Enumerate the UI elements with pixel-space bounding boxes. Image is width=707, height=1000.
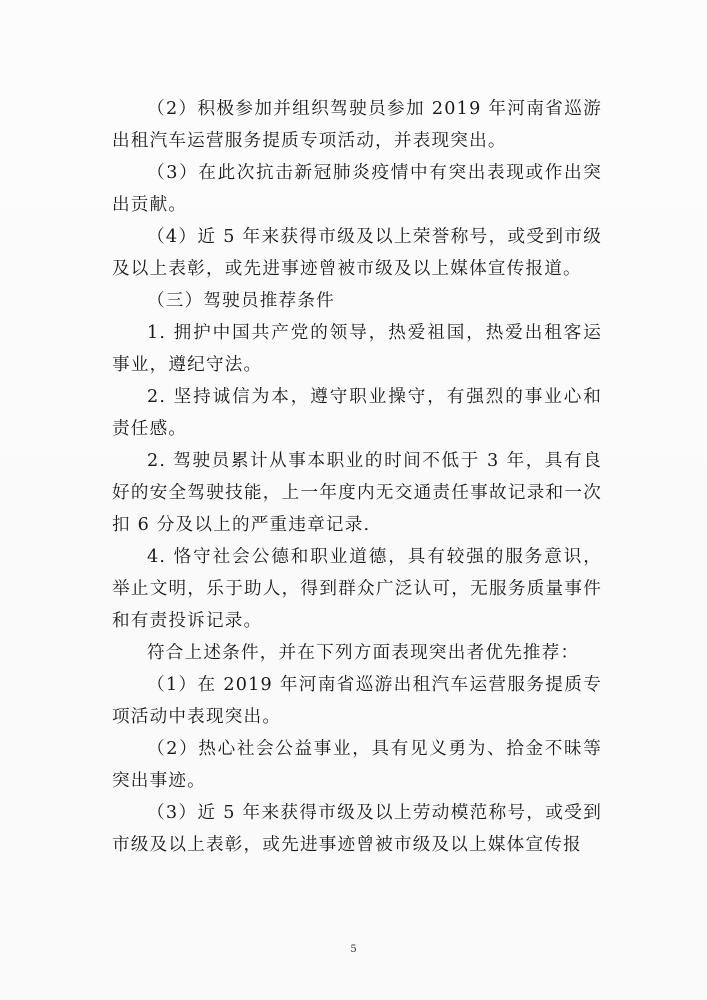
- page-number: 5: [350, 944, 357, 955]
- condition-1: 1. 拥护中国共产党的领导，热爱祖国，热爱出租客运事业，遵纪守法。: [112, 323, 602, 375]
- priority-item-1: （1）在 2019 年河南省巡游出租汽车运营服务提质专项活动中表现突出。: [112, 675, 602, 727]
- condition-2: 2. 坚持诚信为本，遵守职业操守，有强烈的事业心和责任感。: [112, 387, 602, 439]
- paragraph-item-4-honors: （4）近 5 年来获得市级及以上荣誉称号，或受到市级及以上表彰，或先进事迹曾被市级及以上媒体宣传报道。: [112, 227, 602, 279]
- paragraph-item-3-epidemic: （3）在此次抗击新冠肺炎疫情中有突出表现或作出突出贡献。: [112, 163, 602, 215]
- paragraph-item-2-activity: （2）积极参加并组织驾驶员参加 2019 年河南省巡游出租汽车运营服务提质专项活动，并表现突出。: [112, 99, 602, 151]
- priority-item-3: （3）近 5 年来获得市级及以上劳动模范称号，或受到市级及以上表彰，或先进事迹曾被市级及以上媒体宣传报: [112, 803, 602, 855]
- priority-intro: 符合上述条件，并在下列方面表现突出者优先推荐：: [147, 643, 580, 663]
- condition-4: 4. 恪守社会公德和职业道德，具有较强的服务意识，举止文明，乐于助人，得到群众广泛认可，无服务质量事件和有责投诉记录。: [112, 547, 602, 631]
- section-heading-driver-conditions: （三）驾驶员推荐条件: [147, 291, 335, 311]
- priority-item-2: （2）热心社会公益事业，具有见义勇为、拾金不昧等突出事迹。: [112, 739, 602, 791]
- condition-3: 2. 驾驶员累计从事本职业的时间不低于 3 年，具有良好的安全驾驶技能，上一年度内无交通责任事故记录和一次扣 6 分及以上的严重违章记录.: [112, 451, 602, 535]
- document-body: [112, 93, 602, 861]
